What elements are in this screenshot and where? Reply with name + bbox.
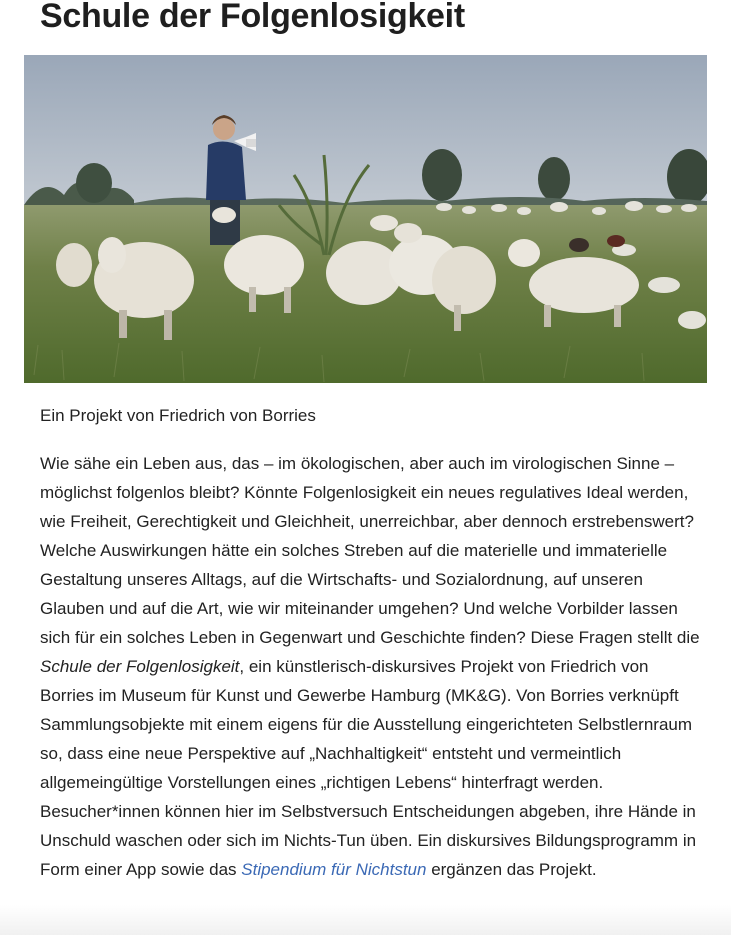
sky <box>24 55 707 215</box>
article-body <box>40 449 700 884</box>
bottom-fade <box>0 905 731 935</box>
body-text-part3: ergänzen das Projekt. <box>426 860 597 879</box>
body-text-part1: Wie sähe ein Leben aus, das – im ökologischen, aber auch im virologischen Sinne – möglichst folgenlos bleibt? Könnte Folgenlosigkeit ein neues regulatives Ideal werden, wie Freiheit, Gerechtigkeit und Gleichheit, unerreichbar, aber dennoch erstrebenswert? Welche Auswirkungen hätte ein solches Streben auf die materielle und immaterielle Gestaltung unseres Alltags, auf die Wirtschafts- und Sozialordnung, auf unseren Glauben und auf die Art, wie wir miteinander umgehen? Und welche Vorbilder lassen sich für ein solches Leben in Gegenwart und Geschichte finden? Diese Fragen stellt die <box>40 454 700 647</box>
byline: Ein Projekt von Friedrich von Borries <box>40 406 316 425</box>
page-title: Schule der Folgenlosigkeit <box>40 0 465 35</box>
stipendium-link[interactable]: Stipendium für Nichtstun <box>241 860 427 879</box>
body-text-part2: , ein künstlerisch-diskursives Projekt von Friedrich von Borries im Museum für Kunst und Gewerbe Hamburg (MK&G). Von Borries verknüpft Sammlungsobjekte mit einem eigens für die Ausstellung eingerichteten Selbstlernraum so, dass eine neue Perspektive auf „Nachhaltigkeit“ entsteht und vermeintlich allgemeingültige Vorstellungen eines „richtigen Lebens“ hinterfragt werden. Besucher*innen können hier im Selbstversuch Entscheidungen abgeben, ihre Hände in Unschuld waschen oder sich im Nichts-Tun üben. Ein diskursives Bildungsprogramm in Form einer App sowie das <box>40 657 697 879</box>
project-title-emphasis: Schule der Folgenlosigkeit <box>40 657 240 676</box>
hero-photo <box>24 55 707 383</box>
